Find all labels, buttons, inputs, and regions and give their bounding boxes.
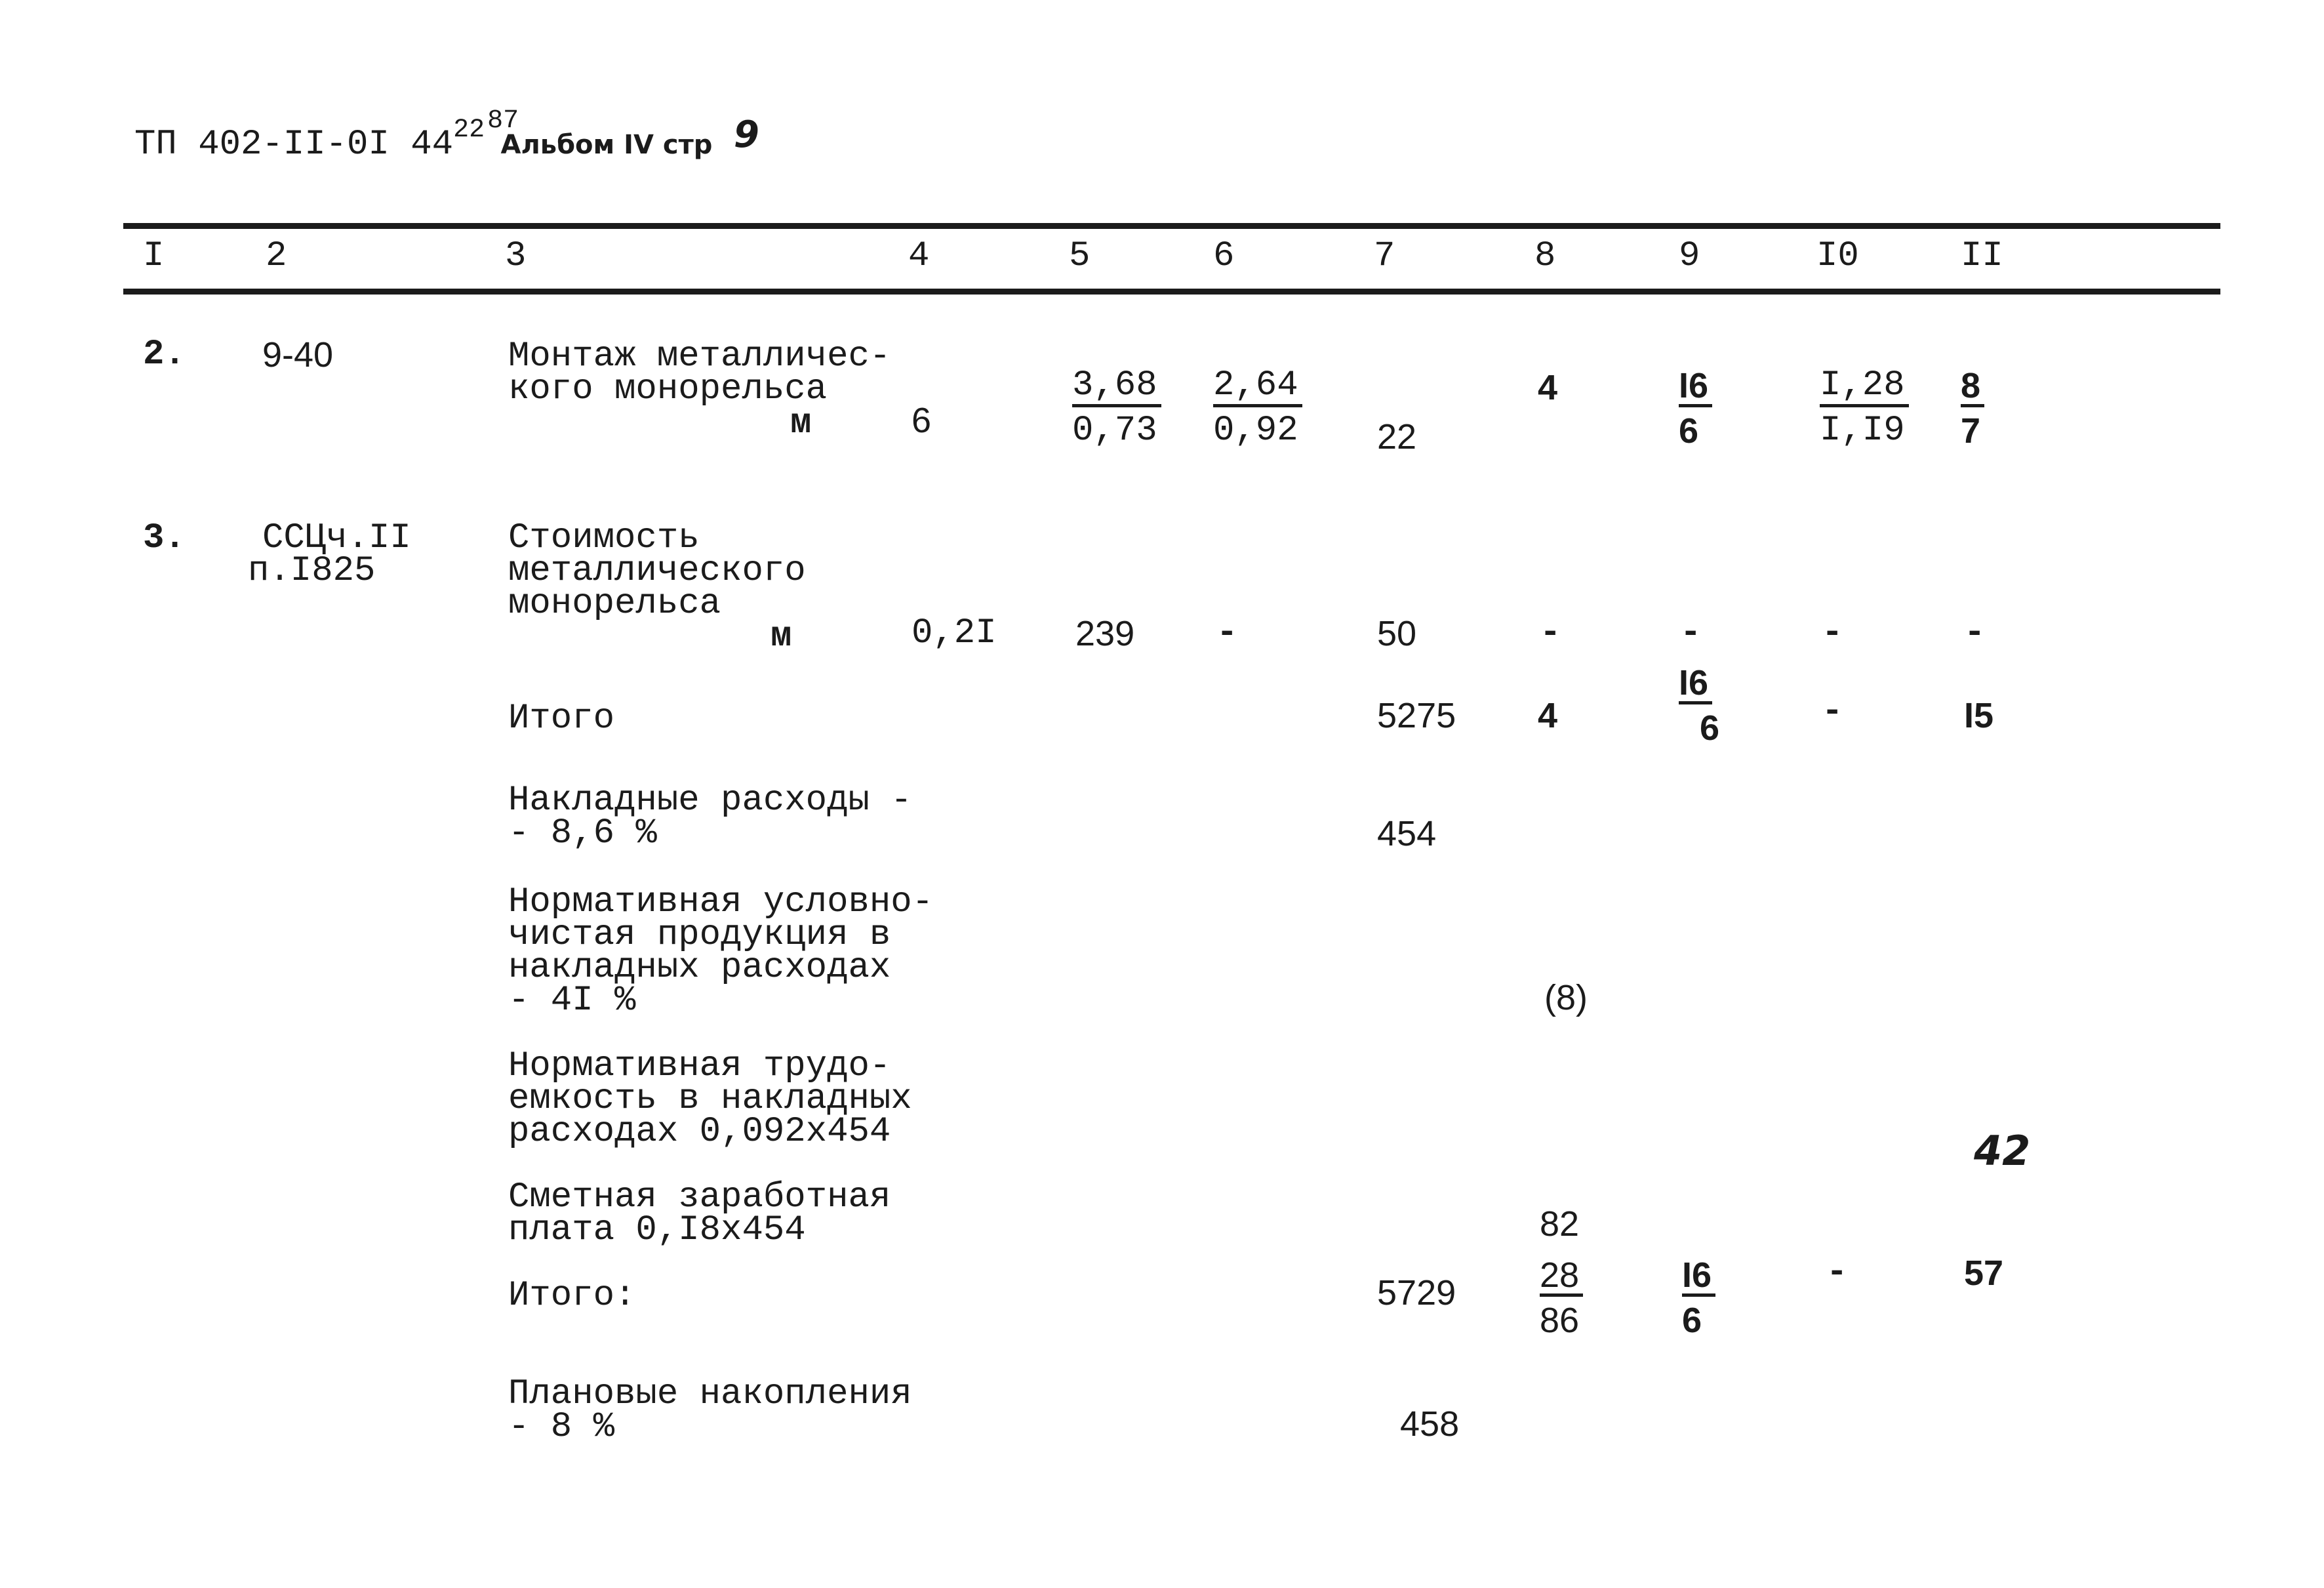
- column-header-3: 3: [505, 236, 527, 276]
- overhead-label-line: Накладные расходы -: [508, 781, 912, 821]
- overhead-label-line: - 8,6 %: [508, 813, 657, 853]
- fraction-col9: [1679, 663, 1720, 748]
- value-col7: 458: [1400, 1404, 1460, 1444]
- description-line: металлического: [508, 551, 806, 591]
- column-header-11: II: [1961, 236, 2003, 276]
- description-line: кого монорельса: [508, 369, 828, 409]
- value-col8: (8): [1544, 978, 1588, 1017]
- column-header-8: 8: [1534, 236, 1556, 276]
- fraction-top: 8: [1961, 369, 1984, 407]
- table-top-rule: [123, 223, 2220, 229]
- fraction-col8: [1540, 1255, 1583, 1340]
- album-note: Альбом IV стр: [500, 130, 713, 160]
- column-header-6: 6: [1213, 236, 1235, 276]
- column-header-7: 7: [1374, 236, 1395, 276]
- value-col8: -: [1540, 613, 1561, 653]
- fraction-top: 28: [1540, 1258, 1583, 1297]
- fraction-col10: [1820, 365, 1909, 451]
- value-col8: 4: [1538, 696, 1558, 735]
- unit-label: м: [790, 403, 812, 443]
- value-col7: 454: [1377, 814, 1437, 853]
- value-col11: -: [1964, 613, 1986, 653]
- value-col9: -: [1680, 613, 1702, 653]
- row-number: 3.: [143, 518, 186, 558]
- column-header-9: 9: [1679, 236, 1700, 276]
- fraction-top: I,28: [1820, 369, 1909, 407]
- description-line: Монтаж металличес-: [508, 336, 891, 377]
- savings-line: Плановые накопления: [508, 1374, 912, 1414]
- page-number: 9: [733, 113, 759, 156]
- total-label: Итого:: [508, 1276, 636, 1316]
- value-col6: -: [1216, 613, 1238, 653]
- description-line: монорельса: [508, 584, 721, 624]
- handwritten-note: 42: [1974, 1127, 2031, 1175]
- value-col11: I5: [1964, 696, 1994, 735]
- fraction-col9: [1679, 366, 1712, 451]
- price-code: ССЦч.II: [262, 518, 411, 558]
- subtotal-label: Итого: [508, 699, 615, 739]
- net-production-line: - 4I %: [508, 981, 636, 1021]
- column-header-5: 5: [1069, 236, 1091, 276]
- wages-line: Сметная заработная: [508, 1177, 891, 1217]
- value-col10: -: [1822, 613, 1843, 653]
- column-header-1: I: [143, 236, 165, 276]
- wages-line: плата 0,I8x454: [508, 1210, 806, 1250]
- doc-code-superscript-1: 22: [453, 115, 485, 145]
- column-header-10: I0: [1816, 236, 1859, 276]
- fraction-bottom: I,I9: [1820, 411, 1905, 451]
- fraction-bottom: 86: [1540, 1301, 1580, 1340]
- quantity: 6: [912, 401, 932, 440]
- value-col10: -: [1826, 1253, 1848, 1293]
- fraction-bottom: 6: [1682, 1301, 1702, 1340]
- header-bottom-rule: [123, 289, 2220, 295]
- doc-code-superscript-2: 87: [487, 106, 519, 136]
- value-col10: -: [1822, 692, 1843, 732]
- document-code: ТП 402-II-0I 44: [134, 125, 454, 165]
- fraction-bottom: 6: [1679, 411, 1699, 451]
- page-title: [134, 106, 759, 165]
- labor-line: емкость в накладных: [508, 1079, 912, 1119]
- fraction-col11: [1961, 366, 1984, 451]
- fraction-bottom: 6: [1700, 708, 1720, 748]
- value-col7: 5275: [1377, 696, 1456, 735]
- norm-code: 9-40: [262, 335, 334, 375]
- value-col8: 82: [1540, 1204, 1580, 1244]
- fraction-bottom: 0,92: [1213, 411, 1298, 451]
- net-production-line: Нормативная условно-: [508, 882, 934, 922]
- value-col7: 5729: [1377, 1273, 1456, 1313]
- fraction-col5: [1072, 365, 1161, 451]
- net-production-line: чистая продукция в: [508, 915, 891, 955]
- value-col7: 22: [1377, 417, 1417, 457]
- fraction-col9: [1682, 1255, 1715, 1340]
- price-code-item: п.I825: [248, 551, 376, 591]
- fraction-col6: [1213, 365, 1302, 451]
- fraction-top: I6: [1679, 369, 1712, 407]
- fraction-bottom: 7: [1961, 411, 1981, 451]
- savings-line: - 8 %: [508, 1407, 615, 1447]
- labor-line: Нормативная трудо-: [508, 1046, 891, 1086]
- description-line: Стоимость: [508, 518, 700, 558]
- net-production-line: накладных расходах: [508, 948, 891, 988]
- fraction-bottom: 0,73: [1072, 411, 1157, 451]
- value-col8: 4: [1538, 368, 1558, 407]
- value-col11: 57: [1964, 1253, 2004, 1293]
- quantity: 0,2I: [912, 613, 997, 653]
- labor-line: расходах 0,092x454: [508, 1112, 891, 1152]
- fraction-top: 2,64: [1213, 369, 1302, 407]
- fraction-top: I6: [1679, 666, 1712, 704]
- fraction-top: I6: [1682, 1258, 1715, 1297]
- value-col7: 50: [1377, 614, 1417, 653]
- row-number: 2.: [143, 335, 186, 375]
- column-header-2: 2: [266, 236, 287, 276]
- value-col5: 239: [1075, 614, 1135, 653]
- column-header-4: 4: [908, 236, 930, 276]
- fraction-top: 3,68: [1072, 369, 1161, 407]
- unit-label: м: [771, 617, 792, 657]
